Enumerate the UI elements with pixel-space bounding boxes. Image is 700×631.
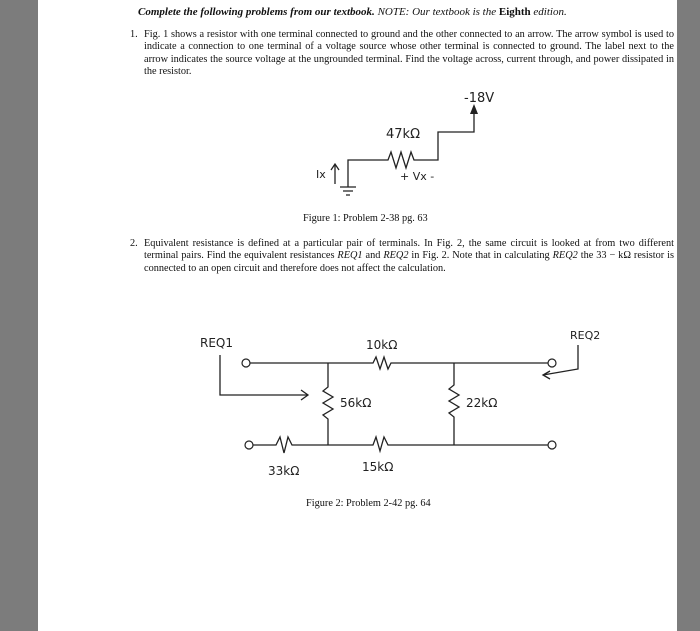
document-page [38, 0, 677, 631]
resistor-label-10k: 10kΩ [366, 338, 398, 352]
problem-1-number: 1. [130, 29, 138, 40]
req2-label: REQ2 [570, 329, 601, 342]
problem-2-req1: REQ1 [337, 250, 363, 262]
right-margin-bar [677, 0, 700, 631]
heading-edition-suffix: edition. [533, 6, 567, 18]
source-voltage-label: -18V [464, 92, 495, 106]
current-label-ix: Ix [316, 168, 326, 181]
figure-2-circuit [198, 325, 618, 485]
voltage-label-vx: + Vx - [400, 170, 435, 183]
problem-2-text-c: the 33 − kΩ resistor is connected to an open circuit and therefore does not affect the calculation. [144, 250, 675, 274]
terminal-req2-top [548, 359, 556, 367]
resistor-label-47k: 47kΩ [386, 127, 421, 142]
figure-1-caption: Figure 1: Problem 2-38 pg. 63 [303, 213, 428, 224]
problem-1-text: Fig. 1 shows a resistor with one terminal connected to ground and the other connected to an arrow. The arrow symbol is used to indicate a connection to one terminal of a voltage source whose other terminal is connected to ground. The label next to the arrow indicates the source voltage at the ungrounded terminal. Find the voltage across, current through, and power dissipated in the resistor. [144, 29, 674, 77]
left-margin-bar [0, 0, 38, 631]
heading-main: Complete the following problems from our textbook. [138, 6, 375, 18]
terminal-right-bottom [548, 441, 556, 449]
heading-note: NOTE: Our textbook is the [377, 6, 497, 18]
problem-1 [130, 29, 674, 78]
terminal-left-bottom [245, 441, 253, 449]
resistor-label-33k: 33kΩ [268, 464, 300, 478]
problem-2-text-a: Equivalent resistance is defined at a particular pair of terminals. In Fig. 2, the same circuit is looked at from two different terminal pairs. Find the equivalent resistances [144, 238, 674, 262]
resistor-label-22k: 22kΩ [466, 396, 498, 410]
heading-edition: Eighth [498, 6, 531, 18]
figure-2-caption: Figure 2: Problem 2-42 pg. 64 [306, 498, 431, 509]
problem-2-number: 2. [130, 238, 138, 249]
problem-2-text-b: in Fig. 2. Note that in calculating [408, 250, 553, 262]
resistor-label-56k: 56kΩ [340, 396, 372, 410]
figure-1-circuit [278, 92, 518, 202]
problem-2-req2-again: REQ2 [552, 250, 578, 262]
req1-label: REQ1 [200, 336, 233, 350]
resistor-label-15k: 15kΩ [362, 460, 394, 474]
problem-2-req2: REQ2 [383, 250, 409, 262]
problem-2 [130, 238, 675, 275]
problem-2-and: and [362, 250, 384, 262]
page-heading [138, 6, 658, 18]
terminal-req1-top [242, 359, 250, 367]
